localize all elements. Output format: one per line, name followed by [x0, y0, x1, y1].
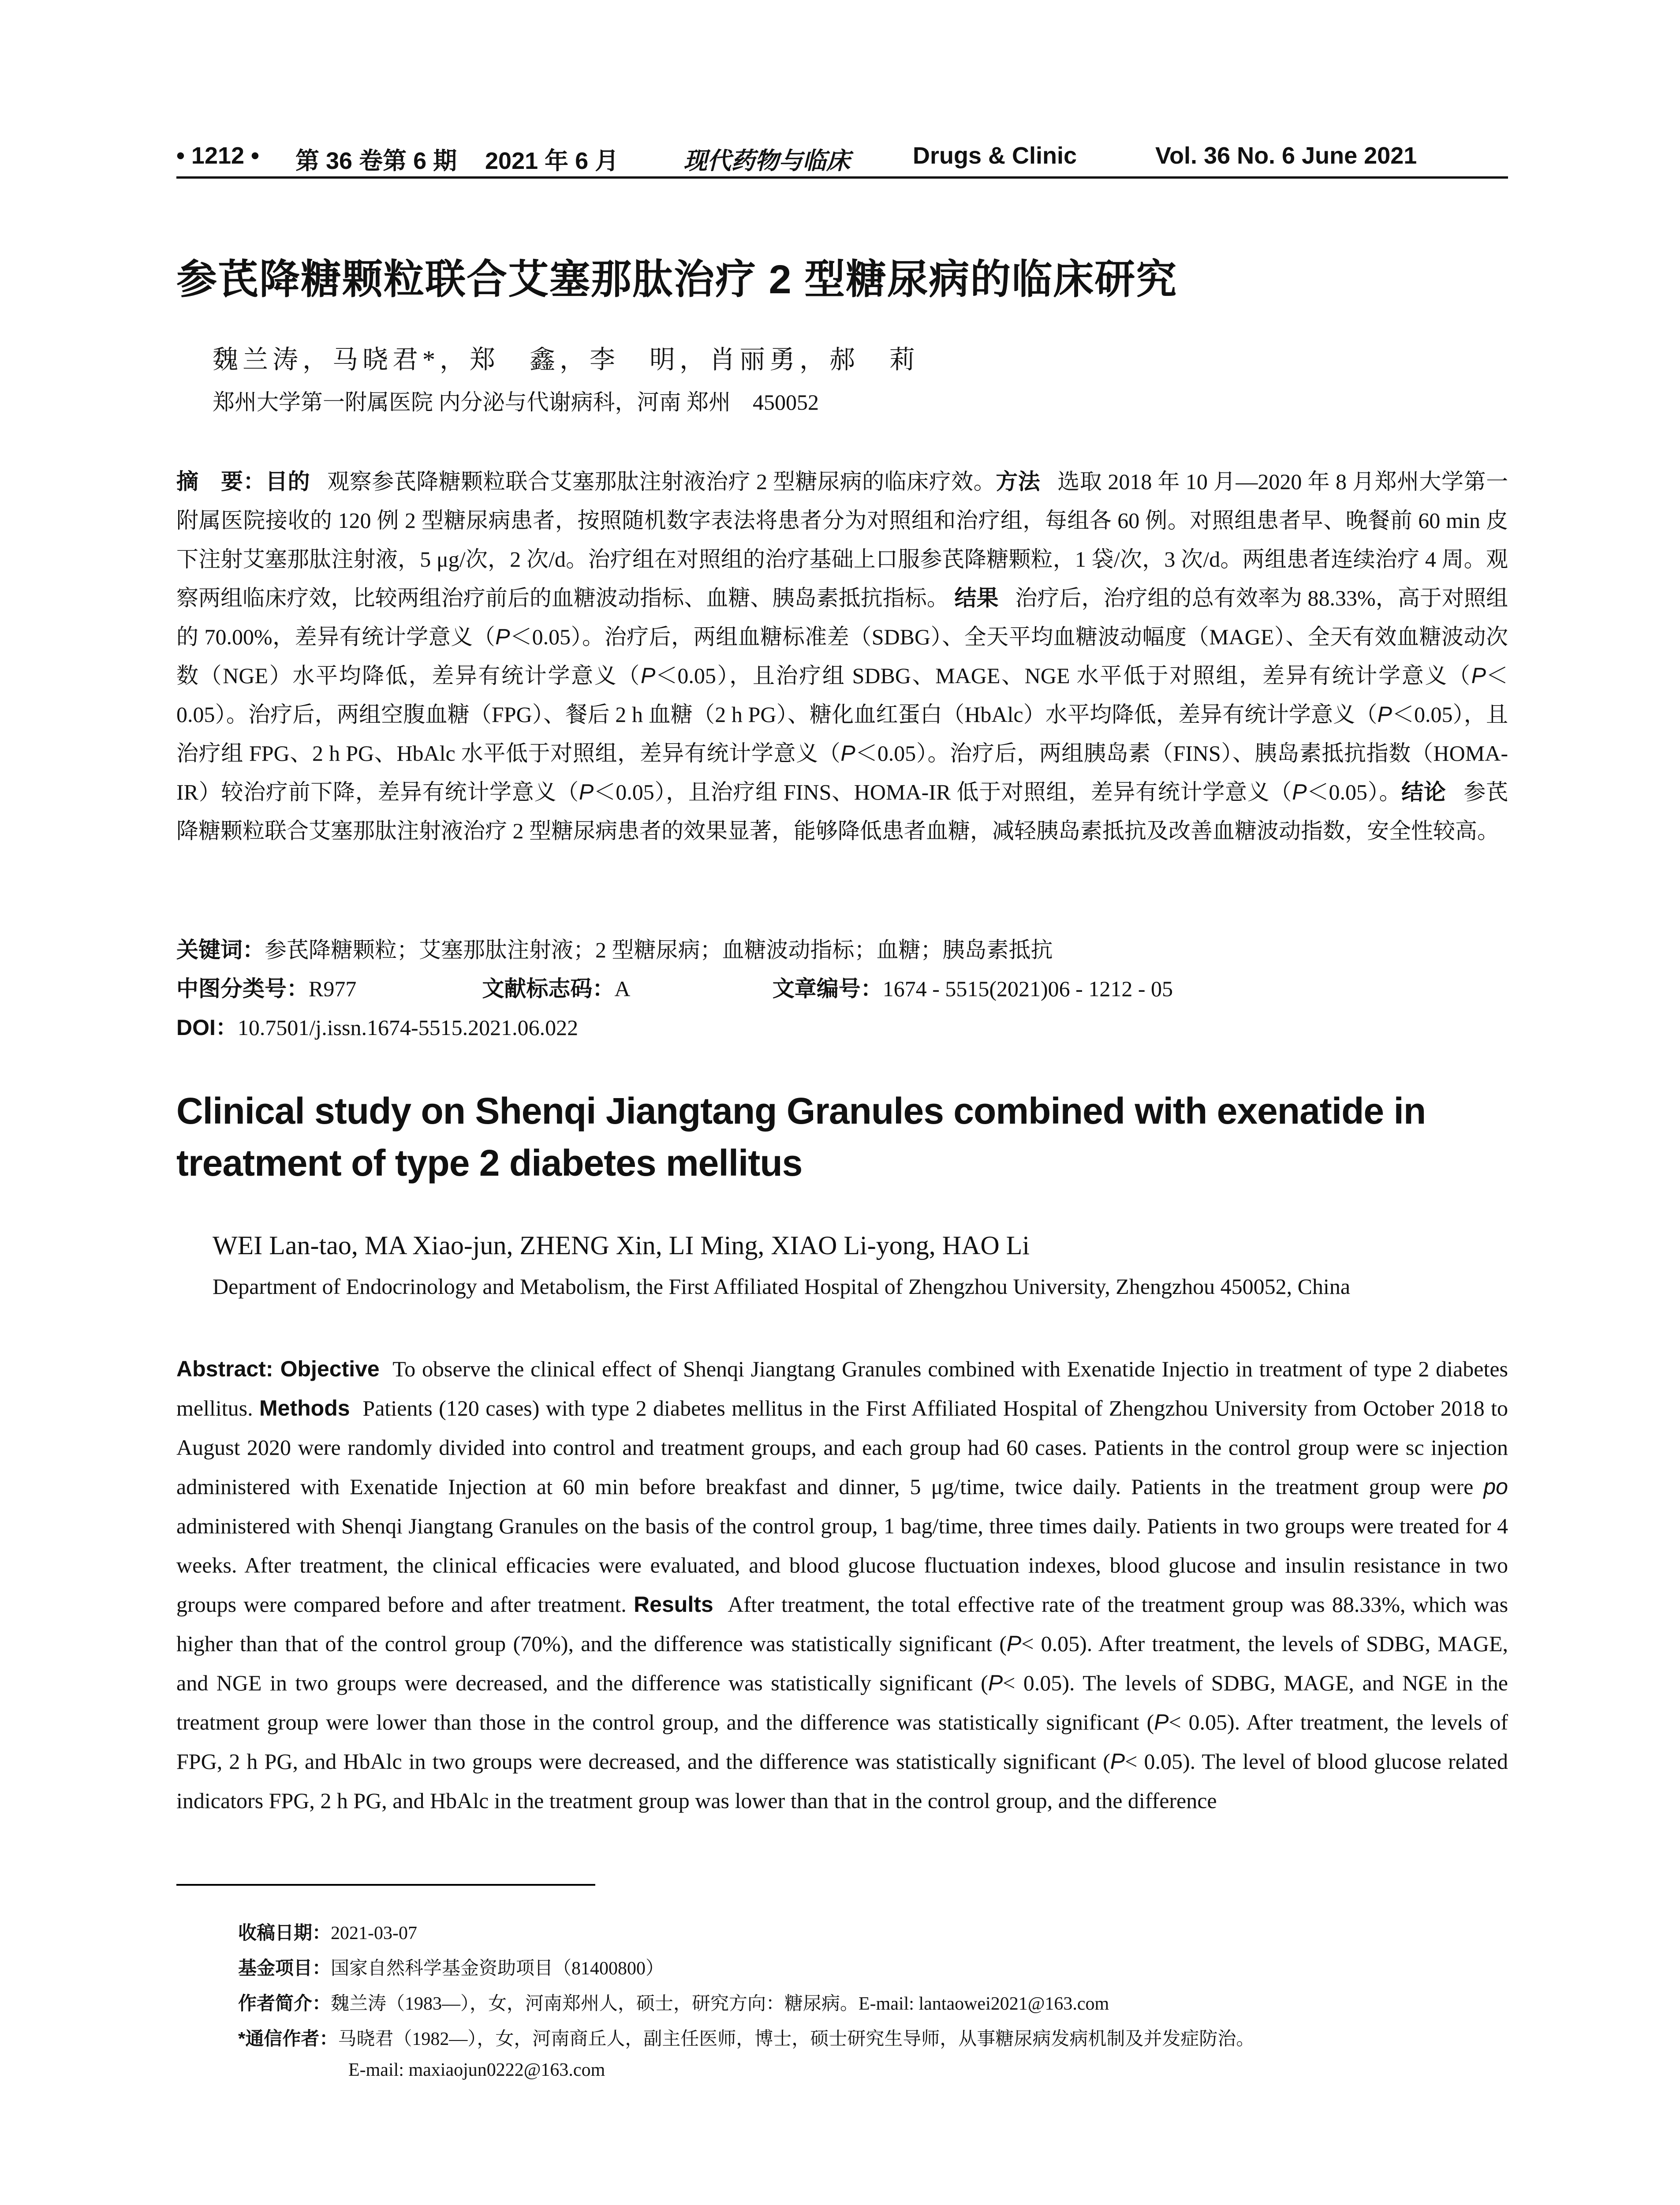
- results-cn-4: ＜0.05）。治疗后，两组空腹血糖（FPG）、餐后 2 h 血糖（2 h PG）、糖化血红蛋白（HbAlc）水平均降低，差异有统计学意义（: [176, 663, 1508, 727]
- methods-en-label: Methods: [259, 1396, 350, 1420]
- methods-en-2: administered with Shenqi Jiangtang Granules on the basis of the control group, 1 bag/time, three times daily. Patients in two groups were treated for 4 weeks. After treatment, the clinical efficacies were evaluated, and blood glucose fluctuation indexes, blood glucose and insulin resistance in two groups were compared before and after treatment.: [176, 1514, 1508, 1617]
- results-en-label: Results: [634, 1592, 713, 1617]
- keywords: [176, 932, 1053, 964]
- footnote-received: [238, 1918, 417, 1945]
- page-number: • 1212 •: [176, 142, 259, 169]
- classification-line: [176, 971, 1173, 1003]
- journal-name-cn: 现代药物与临床: [683, 146, 850, 175]
- conclusion-cn-label: 结论: [1401, 780, 1446, 804]
- results-cn-5: ＜0.05），且治疗组 FPG、2 h PG、HbAlc 水平低于对照组，差异有统计学意义（: [176, 702, 1508, 766]
- volume-issue-cn: 第 36 卷第 6 期: [295, 148, 457, 174]
- author-text: 魏兰涛（1983—），女，河南郑州人，硕士，研究方向：糖尿病。E-mail: lantaowei2021@163.com: [331, 1994, 1109, 2014]
- results-cn-2: ＜0.05）。治疗后，两组血糖标准差（SDBG）、全天平均血糖波动幅度（MAGE）、全天有效血糖波动次数（NGE）水平均降低，差异有统计学意义（: [176, 624, 1508, 688]
- p-symbol: P: [579, 780, 594, 804]
- p-symbol: P: [1154, 1710, 1169, 1734]
- conclusion-cn: 参芪降糖颗粒联合艾塞那肽注射液治疗 2 型糖尿病患者的效果显著，能够降低患者血糖，减轻胰岛素抵抗及改善血糖波动指数，安全性较高。: [176, 780, 1508, 843]
- fund-label: 基金项目：: [238, 1958, 331, 1978]
- p-symbol: P: [641, 663, 656, 688]
- doi-value: 10.7501/j.issn.1674-5515.2021.06.022: [237, 1015, 579, 1040]
- doi-label: DOI：: [176, 1015, 238, 1040]
- title-cn: 参芪降糖颗粒联合艾塞那肽治疗 2 型糖尿病的临床研究: [176, 257, 1178, 302]
- clc-value: R977: [309, 976, 357, 1001]
- journal-name-en: Drugs & Clinic: [913, 142, 1077, 169]
- footnote-fund: [238, 1954, 664, 1980]
- corresponding-text: 马晓君（1982—），女，河南商丘人，副主任医师，博士，硕士研究生导师，从事糖尿病发病机制及并发症防治。: [338, 2029, 1255, 2049]
- p-symbol: P: [1006, 1631, 1022, 1656]
- title-en: Clinical study on Shenqi Jiangtang Granules combined with exenatide in treatment of type 2 diabetes mellitus: [176, 1090, 1426, 1184]
- article-number-value: 1674 - 5515(2021)06 - 1212 - 05: [882, 976, 1173, 1001]
- p-symbol: P: [495, 624, 510, 649]
- footnote-corresponding-email: E-mail: maxiaojun0222@163.com: [348, 2060, 605, 2080]
- results-cn-1: 治疗后，治疗组的总有效率为 88.33%，高于对照组的 70.00%，差异有统计学意义（: [176, 586, 1508, 649]
- p-symbol: P: [988, 1671, 1003, 1695]
- footnote-corresponding: [238, 2024, 1254, 2051]
- results-en-3: < 0.05). The levels of SDBG, MAGE, and NGE in the treatment group were lower than those in the control group, and the difference was statistically significant (: [176, 1671, 1508, 1734]
- doc-code-value: A: [614, 976, 629, 1001]
- volume-issue-en: Vol. 36 No. 6 June 2021: [1155, 142, 1417, 169]
- objective-en: To observe the clinical effect of Shenqi Jiangtang Granules combined with Exenatide Injectio in treatment of type 2 diabetes mellitus.: [176, 1357, 1508, 1420]
- abstract-cn: [176, 462, 1508, 850]
- authors-en: WEI Lan-tao, MA Xiao-jun, ZHENG Xin, LI Ming, XIAO Li-yong, HAO Li: [213, 1231, 1030, 1260]
- methods-cn-label: 方法: [996, 469, 1041, 494]
- results-en-2: < 0.05). After treatment, the levels of SDBG, MAGE, and NGE in two groups were decreased, and the difference was statistically significant (: [176, 1631, 1508, 1695]
- received-label: 收稿日期：: [238, 1922, 331, 1943]
- authors-cn: 魏兰涛，马晓君*，郑 鑫，李 明，肖丽勇，郝 莉: [213, 345, 920, 374]
- objective-cn-label: 目的: [265, 469, 310, 494]
- results-cn-label: 结果: [954, 586, 999, 610]
- affiliation-en: Department of Endocrinology and Metabolism, the First Affiliated Hospital of Zhengzhou University, Zhengzhou 450052, China: [213, 1274, 1351, 1299]
- p-symbol: P: [840, 741, 855, 766]
- doi-line: [176, 1010, 578, 1042]
- date-cn: 2021 年 6 月: [485, 148, 619, 174]
- affiliation-cn: 郑州大学第一附属医院 内分泌与代谢病科，河南 郑州 450052: [213, 390, 819, 415]
- results-en-4: < 0.05). After treatment, the levels of FPG, 2 h PG, and HbAlc in two groups were decreased, and the difference was statistically significant (: [176, 1710, 1508, 1774]
- po-abbrev: po: [1483, 1474, 1508, 1499]
- abstract-cn-label: 摘 要：: [176, 469, 266, 494]
- keywords-text: 参芪降糖颗粒；艾塞那肽注射液；2 型糖尿病；血糖波动指标；血糖；胰岛素抵抗: [265, 938, 1053, 962]
- p-symbol: P: [1292, 780, 1307, 804]
- results-en-1: After treatment, the total effective rate of the treatment group was 88.33%, which was higher than that of the control group (70%), and the difference was statistically significant (: [176, 1592, 1508, 1656]
- objective-cn: 观察参芪降糖颗粒联合艾塞那肽注射液治疗 2 型糖尿病的临床疗效。: [327, 469, 996, 494]
- received-date: 2021-03-07: [331, 1923, 417, 1943]
- article-number-label: 文章编号：: [772, 976, 883, 1001]
- running-header: [176, 142, 1508, 177]
- keywords-label: 关键词：: [176, 938, 265, 962]
- results-cn-6: ＜0.05）。治疗后，两组胰岛素（FINS）、胰岛素抵抗指数（HOMA-IR）较治疗前下降，差异有统计学意义（: [176, 741, 1508, 804]
- p-symbol: P: [1471, 663, 1486, 688]
- results-cn-3: ＜0.05），且治疗组 SDBG、MAGE、NGE 水平低于对照组，差异有统计学意义（: [655, 663, 1471, 688]
- abstract-en: [176, 1349, 1508, 1820]
- author-label: 作者简介：: [238, 1993, 331, 2014]
- footnote-rule: [176, 1884, 595, 1886]
- results-cn-8: ＜0.05）。: [1307, 780, 1402, 804]
- methods-en-1: Patients (120 cases) with type 2 diabetes mellitus in the First Affiliated Hospital of Zhengzhou University from October 2018 to August 2020 were randomly divided into control and treatment groups, and each group had 60 cases. Patients in the control group were sc injection administered with Exenatide Injection at 60 min before breakfast and dinner, 5 μg/time, twice daily. Patients in the treatment group were: [176, 1396, 1508, 1499]
- abstract-en-label: Abstract: Objective: [176, 1357, 380, 1381]
- p-symbol: P: [1110, 1749, 1125, 1774]
- methods-cn: 选取 2018 年 10 月—2020 年 8 月郑州大学第一附属医院接收的 120 例 2 型糖尿病患者，按照随机数字表法将患者分为对照组和治疗组，每组各 60 例。对照组患者早、晚餐前 60 min 皮下注射艾塞那肽注射液，5 μg/次，2 次/d。治疗组在对照组的治疗基础上口服参芪降糖颗粒，1 袋/次，3 次/d。两组患者连续治疗 4 周。观察两组临床疗效，比较两组治疗前后的血糖波动指标、血糖、胰岛素抵抗指标。: [176, 469, 1508, 610]
- footnote-author: [238, 1989, 1109, 2015]
- results-cn-7: ＜0.05），且治疗组 FINS、HOMA-IR 低于对照组，差异有统计学意义（: [594, 780, 1292, 804]
- p-symbol: P: [1377, 702, 1392, 727]
- corresponding-label: *通信作者：: [238, 2028, 338, 2049]
- doc-code-label: 文献标志码：: [482, 976, 615, 1001]
- header-rule: [176, 176, 1508, 179]
- results-en-5: < 0.05). The level of blood glucose related indicators FPG, 2 h PG, and HbAlc in the treatment group was lower than that in the control group, and the difference: [176, 1749, 1508, 1813]
- fund-text: 国家自然科学基金资助项目（81400800）: [331, 1958, 665, 1979]
- clc-label: 中图分类号：: [176, 976, 309, 1001]
